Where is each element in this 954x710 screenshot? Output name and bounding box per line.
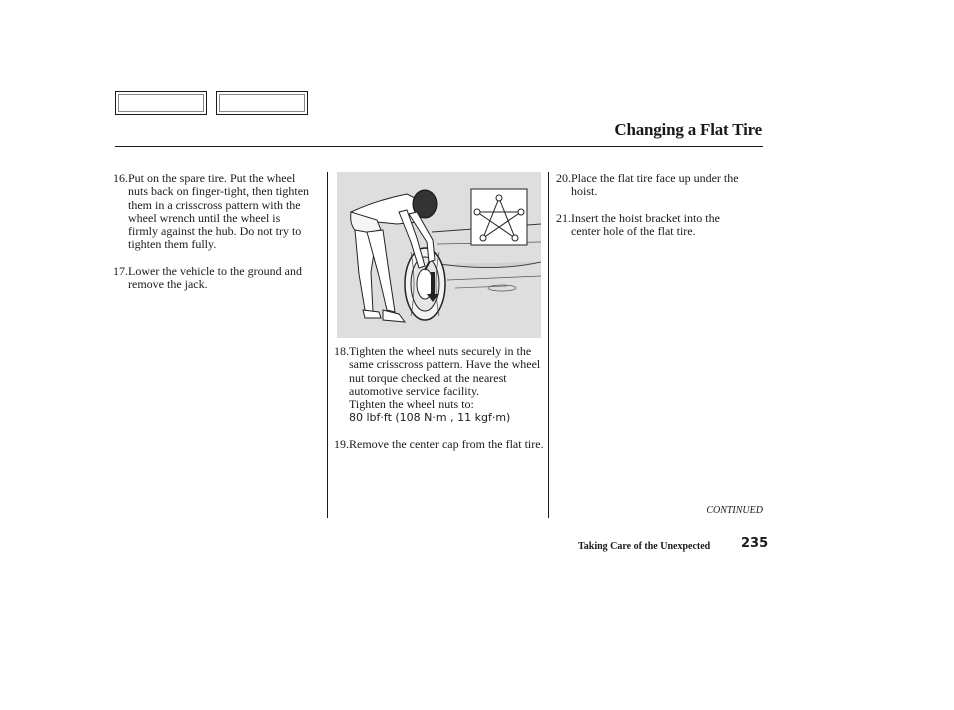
step-number: 17.	[113, 263, 128, 278]
column-divider-1	[327, 172, 328, 518]
torque-value: 80 lbf·ft (108 N·m , 11 kgf·m)	[349, 411, 511, 425]
step-text: Lower the vehicle to the ground and remove the jack.	[128, 263, 302, 292]
step-number: 18.	[334, 344, 349, 358]
step-20	[556, 172, 752, 199]
page-number: 235	[741, 536, 769, 551]
step-text: Remove the center cap from the flat tire.	[349, 436, 544, 451]
torque-instruction: Tighten the wheel nuts to:	[349, 397, 474, 412]
tire-change-illustration	[337, 172, 541, 338]
step-19	[334, 438, 544, 451]
step-21	[556, 212, 752, 239]
page-title: Changing a Flat Tire	[614, 120, 762, 139]
person-tightening-wheel-nuts-illustration	[337, 172, 541, 338]
step-text-block	[349, 345, 544, 425]
step-text: Place the flat tire face up under the hoist.	[571, 171, 739, 199]
step-number: 16.	[113, 171, 128, 185]
step-number: 21.	[556, 210, 571, 225]
step-16	[113, 172, 311, 252]
column-2	[334, 345, 544, 464]
step-number: 19.	[334, 436, 349, 451]
section-label: Taking Care of the Unexpected	[578, 541, 711, 552]
step-17	[113, 265, 311, 292]
column-divider-2	[548, 172, 549, 518]
column-3	[556, 172, 752, 251]
continued-label: CONTINUED	[706, 505, 763, 516]
nav-button-2[interactable]	[216, 91, 308, 115]
step-text: Tighten the wheel nuts securely in the same crisscross pattern. Have the wheel nut torque checked at the nearest automotive service facility.	[349, 344, 541, 398]
step-number: 20.	[556, 171, 571, 185]
step-18	[334, 345, 544, 425]
step-text: Insert the hoist bracket into the center hole of the flat tire.	[571, 210, 720, 238]
header-rule	[115, 146, 763, 147]
step-text: Put on the spare tire. Put the wheel nuts back on finger-tight, then tighten them in a crisscross pattern with the wheel wrench until the wheel is firmly against the hub. Do not try to tighten them fully.	[128, 171, 310, 252]
nav-button-1[interactable]	[115, 91, 207, 115]
column-1	[113, 172, 311, 304]
